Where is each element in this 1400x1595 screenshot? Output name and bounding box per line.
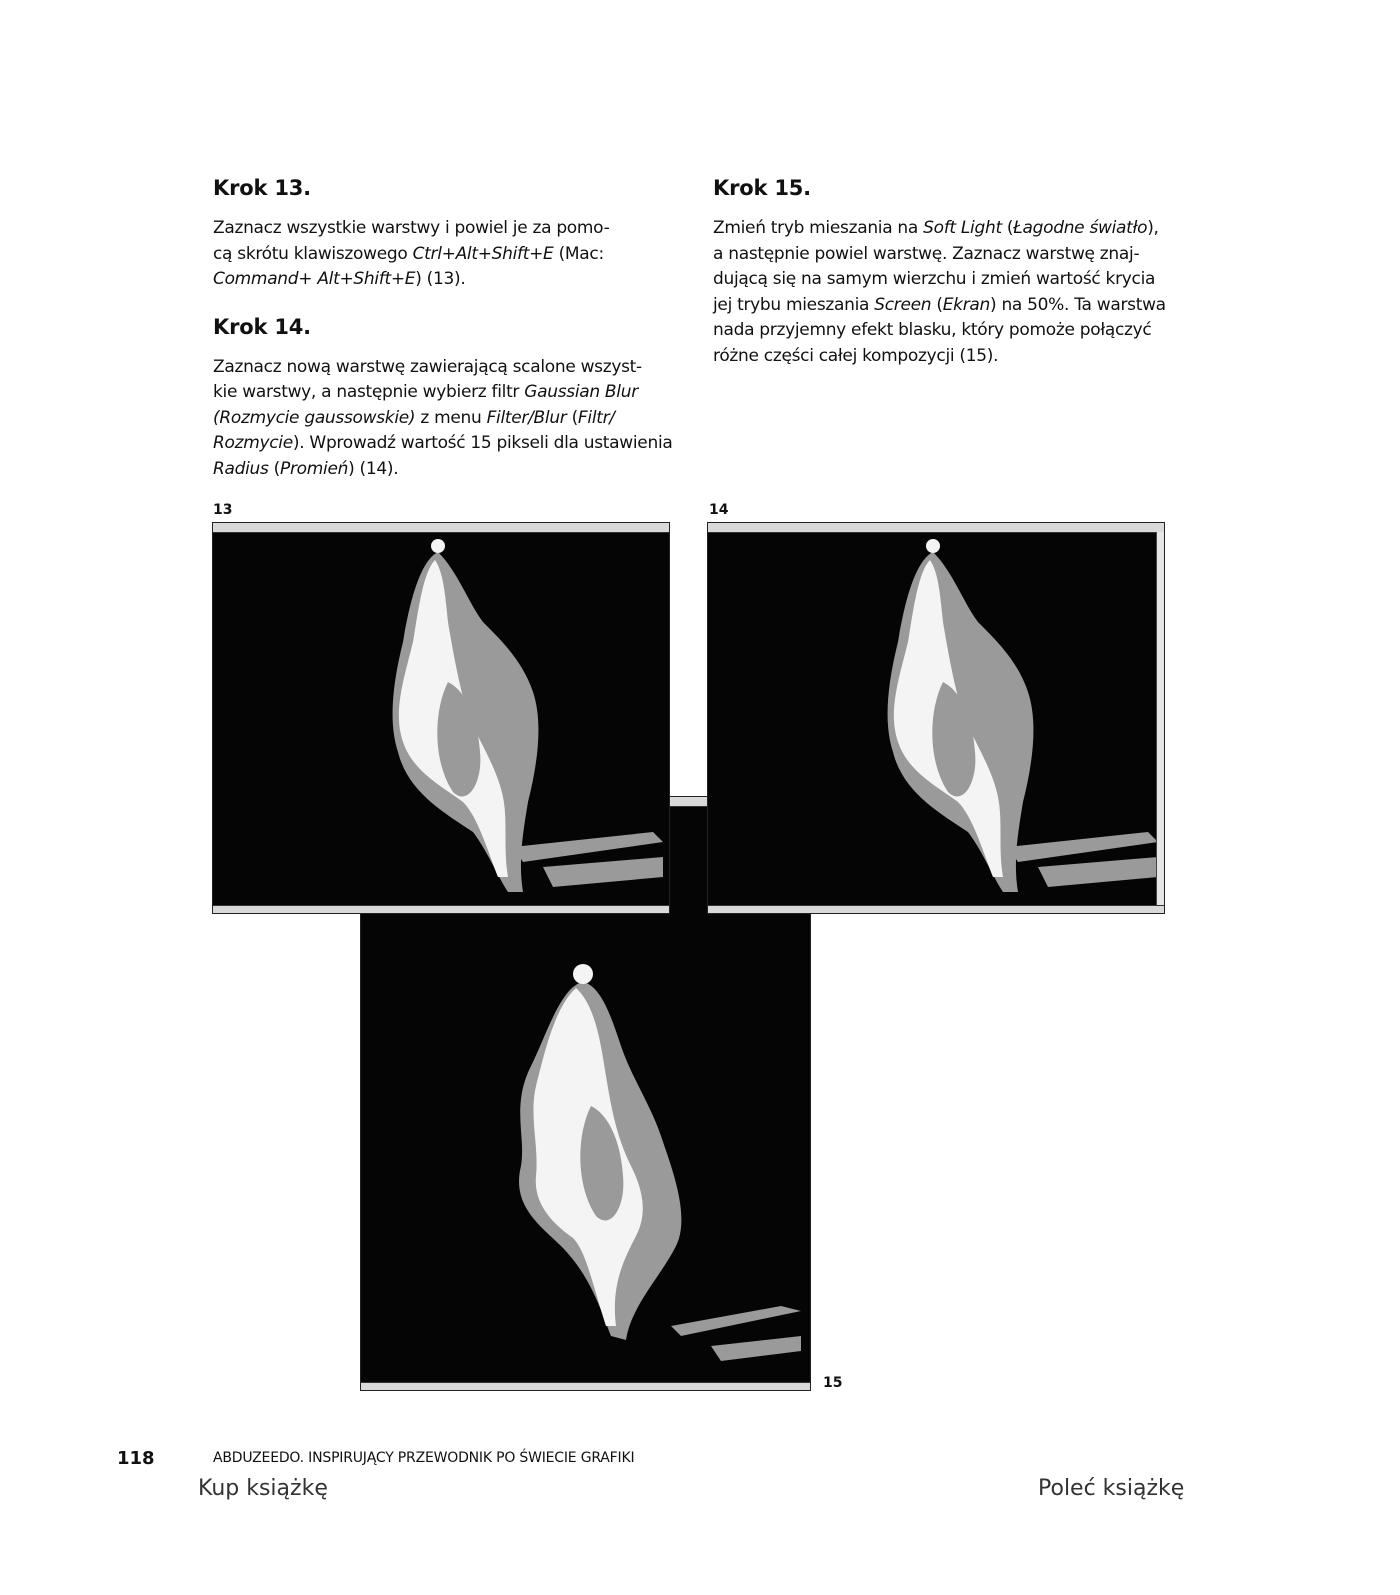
step-13-heading: Krok 13. <box>213 176 311 200</box>
right-column <box>713 176 1183 391</box>
blend-mode-pl: Ekran <box>942 294 991 315</box>
blend-mode: Screen <box>874 294 932 315</box>
step-13-text <box>213 216 683 293</box>
figure-14-window <box>707 522 1165 914</box>
menu-path: Filter/Blur <box>486 407 567 428</box>
setting-name-pl: Promień <box>280 458 349 479</box>
text-run: ) (14). <box>348 458 399 479</box>
recommend-book-link[interactable]: Poleć książkę <box>1038 1476 1185 1501</box>
figure-14-label: 14 <box>709 502 729 518</box>
text-run: Zaznacz nową warstwę zawierającą scalone wszyst- <box>213 356 642 377</box>
figure-14-image <box>708 532 1158 908</box>
step-15-heading: Krok 15. <box>713 176 811 200</box>
figure-13-window <box>212 522 670 914</box>
book-title: ABDUZEEDO. INSPIRUJĄCY PRZEWODNIK PO ŚWIECIE GRAFIKI <box>213 1450 635 1466</box>
text-run: kie warstwy, a następnie wybierz filtr <box>213 382 525 402</box>
left-column <box>213 176 683 504</box>
text-run: Zmień tryb mieszania na <box>713 218 924 238</box>
step-14-heading: Krok 14. <box>213 314 311 339</box>
text-run: Zaznacz wszystkie warstwy i powiel je za pomo- <box>213 218 610 238</box>
setting-name: Radius <box>213 458 269 479</box>
menu-path-pl: Rozmycie <box>213 433 293 453</box>
text-run: ( <box>1001 218 1014 238</box>
text-run: (Mac: <box>553 243 604 264</box>
text-run: dującą się na samym wierzchu i zmień wartość krycia <box>713 269 1156 289</box>
text-run: ) na 50%. Ta warstwa <box>990 294 1166 315</box>
text-run: ( <box>931 294 943 315</box>
window-scrollbar[interactable] <box>1156 532 1164 906</box>
window-statusbar <box>708 905 1164 913</box>
step-15-text <box>713 216 1183 369</box>
text-run: nada przyjemny efekt blasku, który pomoże połączyć <box>713 320 1152 340</box>
text-run: ( <box>268 458 281 479</box>
text-run: ), <box>1147 218 1159 238</box>
window-statusbar <box>361 1382 810 1390</box>
blend-mode: Soft Light <box>923 218 1002 238</box>
buy-book-link[interactable]: Kup książkę <box>198 1476 328 1501</box>
step-14-text <box>213 355 683 483</box>
page-number: 118 <box>117 1448 155 1469</box>
text-run: ( <box>566 407 578 428</box>
filter-name: Gaussian Blur <box>524 382 638 402</box>
shortcut-text: Command+ Alt+Shift+E <box>213 269 416 289</box>
text-run: a następnie powiel warstwę. Zaznacz warstwę znaj- <box>713 243 1140 264</box>
figure-15-label: 15 <box>823 1375 843 1391</box>
figure-13-label: 13 <box>213 502 233 518</box>
text-run: z menu <box>415 407 487 428</box>
text-run: ). Wprowadź wartość 15 pikseli dla ustawienia <box>292 433 673 453</box>
window-statusbar <box>213 905 669 913</box>
text-run: jej trybu mieszania <box>713 294 875 315</box>
shortcut-text: Ctrl+Alt+Shift+E <box>412 243 554 264</box>
text-run: różne części całej kompozycji (15). <box>713 345 999 366</box>
text-run: ) (13). <box>415 269 466 289</box>
menu-path-pl: Filtr/ <box>577 407 615 428</box>
blend-mode-pl: Łagodne światło <box>1013 218 1148 238</box>
text-run: cą skrótu klawiszowego <box>213 243 413 264</box>
figure-13-image <box>213 532 663 908</box>
filter-name-pl: (Rozmycie gaussowskie) <box>213 407 416 428</box>
